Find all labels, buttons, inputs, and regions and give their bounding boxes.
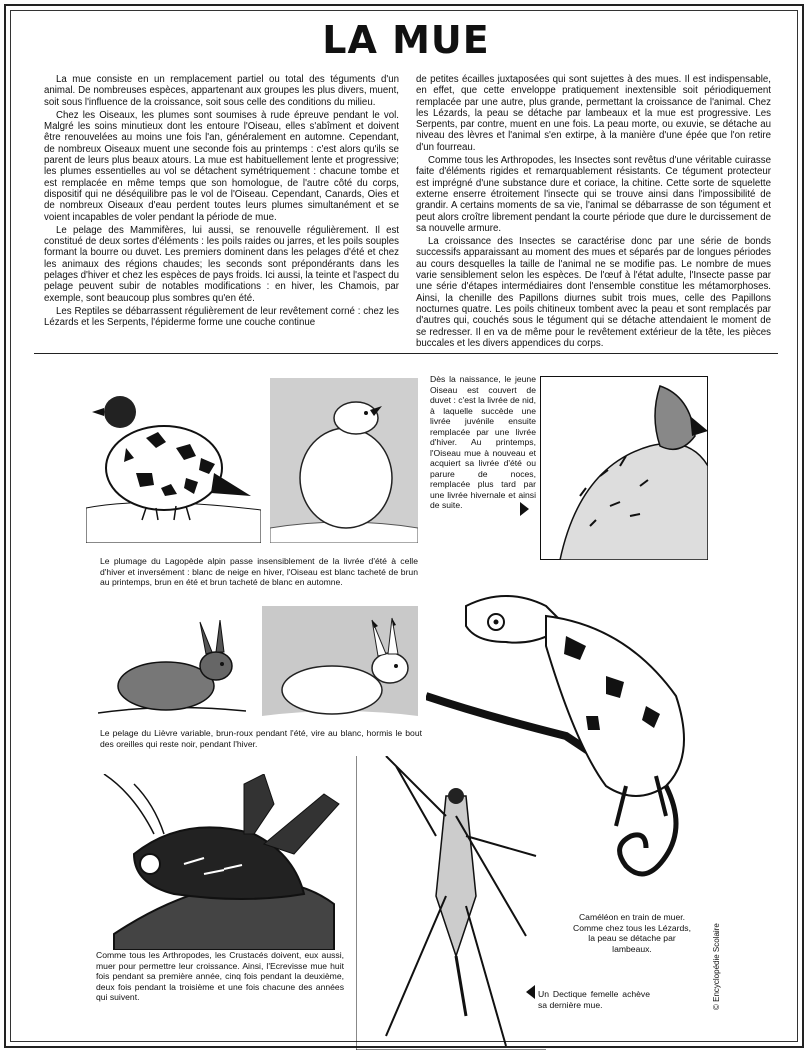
caption-crayfish: Comme tous les Arthropodes, les Crustacés doivent, eux aussi, muer pour permettre leur croissance. Ainsi, l'Ecrevisse mue huit fois pendant sa première année, cinq fois pendant la deuxième, deux fois pendant la troisième et une fois chacune des années qui suivent.: [96, 950, 344, 1002]
caption-decticus: Un Dectique femelle achève sa dernière mue.: [538, 989, 650, 1010]
decticus-illustration: [356, 756, 546, 1050]
ptarmigan-summer-illustration: [86, 378, 261, 543]
page-title: LA MUE: [322, 18, 490, 62]
intro-left-column: [44, 74, 399, 331]
caption-hare: Le pelage du Lièvre variable, brun-roux pendant l'été, vire au blanc, hormis le bout des oreilles qui reste noir, pendant l'hiver.: [100, 728, 422, 749]
pointer-arrow-right: [520, 502, 529, 516]
caption-ptarmigan: Le plumage du Lagopède alpin passe insensiblement de la livrée d'été à celle d'hiver et inversément : blanc de neige en hiver, l'Oiseau est blanc tacheté de brun au printemps, brun en été et brun tacheté de blanc en automne.: [100, 556, 418, 587]
intro-paragraph: Comme tous les Arthropodes, les Insectes sont revêtus d'une véritable cuirasse faite d'éléments rigides et remarquablement résistants. Ce tégument protecteur est imprégné d'une substance dure et coriace, la chitine. Cette sorte de squelette externe enserre étroitement l'insecte qui se trouve ainsi dans l'impossibilité de grandir. A certains moments de sa vie, l'animal se débarrasse de son tégument et peut alors croître librement pendant la courte période que dure le durcissement de sa nouvelle armure.: [416, 155, 771, 234]
hare-winter-illustration: [262, 606, 418, 728]
intro-paragraph: La croissance des Insectes se caractérise donc par une série de bonds successifs apparaissant au moment des mues et séparés par de longues périodes au cours desquelles la taille de l'animal ne se modifie pas. Le nombre de mues varie sensiblement selon les espèces. De l'œuf à l'état adulte, l'Insecte passe par une série d'étapes intermédiaires dont l'ensemble constitue les métamorphoses. Ainsi, la chenille des Papillons diurnes subit trois mues, celle des Papillons nocturnes quatre. Les poils chitineux tombent avec la peau et sont remplacés par d'autres qui, couchés sous le tégument qui se détache attendaient le moment de se redresser. Il en va de même pour le revêtement extérieur de la tête, les pièces buccales et les divers appendices du corps.: [416, 236, 771, 349]
intro-paragraph: Les Reptiles se débarrassent régulièrement de leur revêtement corné : chez les Lézards et les Serpents, l'épiderme forme une couche continue: [44, 305, 399, 329]
crayfish-illustration: [94, 774, 346, 950]
intro-right-column: [416, 74, 771, 351]
section-divider: [34, 353, 778, 354]
intro-paragraph: de petites écailles juxtaposées qui sont sujettes à des mues. Il est indispensable, en effet, que cette enveloppe pratiquement inextensible soit périodiquement remplacée par une autre, plus grande, permettant la croissance de l'animal. Chez les Lézards, la peau se détache par lambeaux et la mue est progressive. Les Serpents, par contre, muent en une fois. La peau morte, ou exuvie, se détache au niveau des lèvres et l'animal s'en extirpe, à la manière d'une épée que l'on retire d'un fourreau.: [416, 74, 771, 153]
intro-paragraph: La mue consiste en un remplacement partiel ou total des téguments d'un animal. De nombreuses espèces, appartenant aux groupes les plus divers, muent, soit sous l'influence de la croissance, soit sous celle des conditions du milieu.: [44, 74, 399, 108]
pointer-arrow-left: [526, 985, 535, 999]
intro-paragraph: Le pelage des Mammifères, lui aussi, se renouvelle régulièrement. Il est constitué de deux sortes d'éléments : les poils raides ou jarres, et les poils souples formant la bourre ou duvet. Les premiers dominent dans les pelages d'été et chez les animaux des régions chaudes; les seconds sont prépondérants dans les pelages d'hiver et chez les espèces de pays froids. Ici aussi, la teinte et l'aspect du pelage peuvent subir de notables modifications : en hiver, les Chamois, par exemple, sont beaucoup plus sombres qu'en été.: [44, 224, 399, 304]
copyright-credit: © Encyclopédie Scolaire: [712, 923, 721, 1010]
chick-illustration: [540, 376, 708, 560]
hare-summer-illustration: [98, 608, 246, 728]
caption-chick: Dès la naissance, le jeune Oiseau est couvert de duvet : c'est la livrée de nid, à laquelle succède une livrée juvénile ensuite remplacée par une livrée d'hiver. Au printemps, l'Oiseau mue à nouveau et acquiert sa livrée d'été ou parure de noces, remplacée plus tard par une livrée hivernale et ainsi de suite.: [430, 374, 536, 510]
ptarmigan-winter-illustration: [270, 378, 418, 543]
intro-paragraph: Chez les Oiseaux, les plumes sont soumises à rude épreuve pendant le vol. Malgré les soins minutieux dont les entoure l'Oiseau, elles s'abîment et doivent être renouvelées au moins une fois l'an, généralement en automne. Cependant, de nombreux Oiseaux muent une seconde fois au printemps : c'est alors qu'ils se parent de leurs plus beaux atours. La mue est habituellement lente et progressive; les plumes essentielles au vol se détachent symétriquement : chacune tombe et est remplacée en même temps que son homologue, de l'autre côté du corps, dispositif qui ne déséquilibre pas le vol de l'Oiseau. Cependant, Canards, Oies et de nombreux Oiseaux d'eau perdent toutes leurs plumes simultanément et se voient incapables de voler pendant la période de mue.: [44, 109, 399, 223]
caption-chameleon: Caméléon en train de muer. Comme chez tous les Lézards, la peau se détache par lambeaux.: [573, 912, 691, 954]
